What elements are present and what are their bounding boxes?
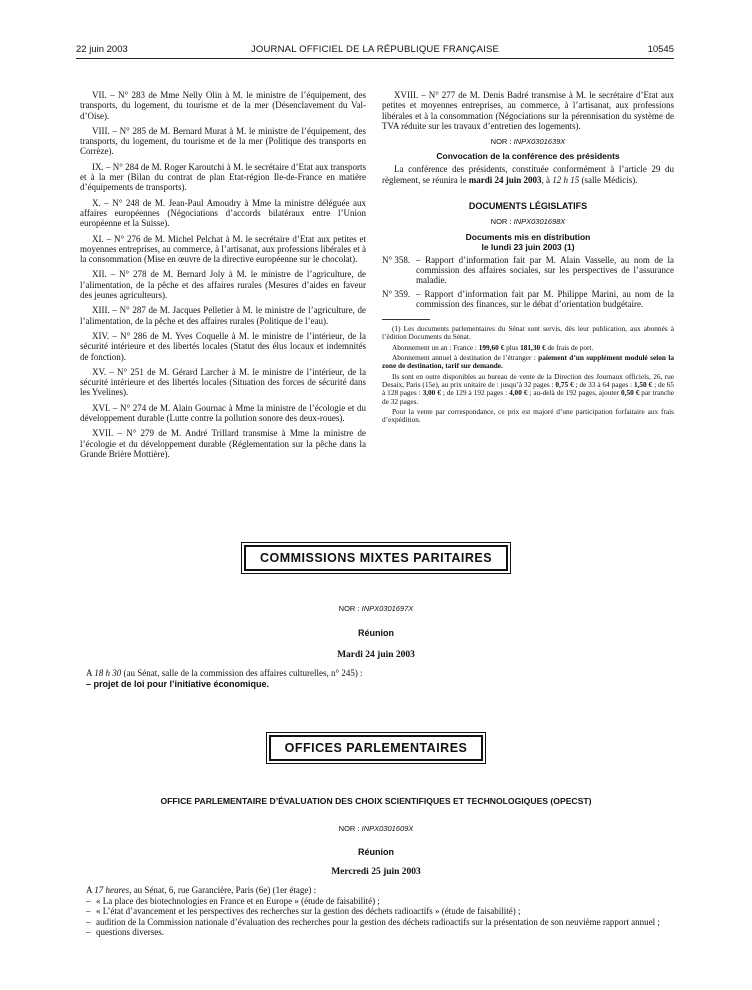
document-text: – Rapport d’information fait par M. Alain Vasselle, au nom de la commission des affaires sociales, sur les perspectives de l’assurance maladie. — [416, 254, 674, 286]
conference-text — [382, 164, 674, 185]
fn-bold-text: paiement d’un supplément modulé selon la zone de destination, tarif sur demande. — [382, 353, 674, 371]
question-item: VII. – N° 283 de Mme Nelly Olin à M. le ministre de l’équipement, des transports, du logement, du tourisme et de la mer (Désenclavement du Val-d’Oise). — [80, 90, 366, 121]
question-item: X. – N° 248 de M. Jean-Paul Amoudry à Mme la ministre déléguée aux affaires européennes (Négociations d’accords bilatéraux entre l’Union européenne et la Suisse). — [80, 197, 366, 229]
reunion-date: Mercredi 25 juin 2003 — [331, 867, 421, 877]
fn-price: 3,00 € — [422, 388, 441, 398]
fn-text: de frais de port. — [545, 342, 594, 352]
footnote — [382, 354, 674, 371]
fn-text: plus — [504, 342, 521, 352]
document-entry — [382, 289, 674, 310]
question-item: VIII. – N° 285 de M. Bernard Murat à M. le ministre de l’équipement, des transports, du logement, du tourisme et de la mer (Politique des transports en Corrèze). — [80, 125, 366, 157]
agenda-item — [86, 906, 674, 917]
agenda-item-text: « La place des biotechnologies en France et en Europe » (étude de faisabilité) ; — [96, 895, 380, 906]
header-rule — [76, 58, 674, 59]
right-column — [382, 90, 674, 426]
section-title-cmp: COMMISSIONS MIXTES PARITAIRES — [244, 545, 508, 571]
nor-reference — [382, 137, 674, 147]
nor-label: NOR : — [490, 217, 512, 227]
agenda-item — [86, 927, 674, 938]
opecst-agenda — [86, 885, 674, 938]
conference-text-a: La conférence des présidents, constituée conformément à l’article 29 du règlement, se réunira le — [382, 164, 674, 185]
fn-text: ; de 33 à 64 pages : — [573, 379, 634, 389]
nor-reference — [382, 217, 674, 227]
reunion-heading: Réunion — [358, 847, 394, 857]
nor-code: INPX0301639X — [513, 137, 566, 147]
page-number: 10545 — [647, 44, 674, 55]
conference-text-b: , à — [541, 174, 553, 185]
document-number: N° 359. — [382, 288, 411, 299]
agenda-text: , au Sénat, 6, rue Garancière, Paris (6e) (1er étage) : — [129, 885, 317, 895]
fn-text: ; au-delà de 192 pages, ajouter — [527, 388, 621, 398]
nor-reference — [0, 824, 752, 833]
question-item: XVI. – N° 274 de M. Alain Gournac à Mme la ministre de l’écologie et du développement durable (Lutte contre la pollution sonore des deux-roues). — [80, 402, 366, 424]
section-box-offices — [0, 735, 752, 761]
agenda-item-text: « L’état d’avancement et les perspectives des recherches sur la gestion des déchets radioactifs » (étude de faisabilité) ; — [96, 906, 521, 916]
nor-reference — [0, 604, 752, 613]
document-number: N° 358. — [382, 254, 411, 265]
documents-subheading-line2: le lundi 23 juin 2003 (1) — [481, 241, 575, 252]
fn-text: ; de 129 à 192 pages : — [440, 388, 510, 398]
question-item: XVIII. – N° 277 de M. Denis Badré transmise à M. le secrétaire d’Etat aux petites et moyennes entreprises, au commerce, à l’artisanat, aux professions libérales et à la consommation (Négociations sur la pérennisation du système de TVA réduite sur les travaux d’entretien des logements). — [382, 90, 674, 131]
dash-glyph: – — [86, 906, 91, 916]
footnote: Pour la vente par correspondance, ce prix est majoré d’une participation forfaitaire aux frais d’expédition. — [382, 406, 674, 425]
nor-label: NOR : — [338, 824, 360, 833]
footnote — [382, 344, 674, 352]
dash-glyph: – — [86, 895, 91, 906]
agenda-intro — [86, 668, 674, 679]
question-item: XVII. – N° 279 de M. André Trillard transmise à Mme la ministre de l’écologie et du développement durable (Réglementation sur la pêche dans la Grande Brière Mottière). — [80, 428, 366, 459]
footnote — [382, 373, 674, 406]
reunion-heading: Réunion — [358, 628, 394, 638]
agenda-item — [86, 896, 674, 907]
documents-heading: DOCUMENTS LÉGISLATIFS — [468, 201, 588, 212]
fn-price: 1,50 € — [633, 379, 653, 389]
header-date: 22 juin 2003 — [76, 44, 128, 55]
section-box-cmp — [0, 545, 752, 571]
fn-text: Abonnement un an : France : — [392, 342, 479, 352]
conference-text-c: (salle Médicis). — [579, 174, 638, 185]
fn-text: Ils sont en outre disponibles au bureau de vente de la Direction des Journaux officiels, 26, rue Desaix, Paris (15e), au prix unitaire de : jusqu’à 32 pages : — [382, 371, 674, 389]
fn-price: 0,75 € — [555, 379, 574, 389]
question-item: XV. – N° 251 de M. Gérard Larcher à M. le ministre de l’intérieur, de la sécurité intérieure et des libertés locales (Situation des forces de sécurité dans les Yvelines). — [80, 366, 366, 398]
document-text: – Rapport d’information fait par M. Philippe Marini, au nom de la commission des finances, sur le débat d’orientation budgétaire. — [416, 288, 674, 309]
agenda-text: A — [86, 668, 95, 678]
documents-subheading — [382, 232, 674, 252]
document-entry — [382, 255, 674, 286]
dash-glyph: – — [86, 916, 91, 927]
question-item: IX. – N° 284 de M. Roger Karoutchi à M. le secrétaire d’Etat aux transports et à la mer (Bilan du contrat de plan Etat-région Ile-de-France en matière d’équipements de transports). — [80, 161, 366, 193]
documents-subheading-line1: Documents mis en distribution — [465, 231, 591, 242]
nor-label: NOR : — [490, 137, 512, 147]
agenda-item: – projet de loi pour l’initiative économique. — [86, 678, 270, 689]
nor-code: INPX0301698X — [513, 217, 566, 227]
fn-price: 199,60 € — [478, 342, 505, 352]
nor-code: INPX0301697X — [361, 604, 414, 613]
section-title-offices: OFFICES PARLEMENTAIRES — [269, 735, 484, 761]
fn-text: Abonnement annuel à destination de l’étranger : — [392, 353, 539, 363]
agenda-intro — [86, 885, 674, 896]
fn-text: ; de 65 à 128 pages : — [382, 379, 674, 398]
agenda-item-text: questions diverses. — [96, 927, 164, 937]
fn-text: par tranche de 32 pages. — [382, 388, 675, 406]
question-item: XI. – N° 276 de M. Michel Pelchat à M. le secrétaire d’Etat aux petites et moyennes entreprises, au commerce, à l’artisanat, aux professions libérales et à la consommation (Mise en œuvre de la directive européenne sur le chocolat). — [80, 233, 366, 265]
question-item: XIII. – N° 287 de M. Jacques Pelletier à M. le ministre de l’agriculture, de l’alimentation, de la pêche et des affaires rurales (Politique de l’eau). — [80, 305, 366, 326]
nor-label: NOR : — [338, 604, 360, 613]
reunion-date: Mardi 24 juin 2003 — [337, 650, 415, 660]
question-item: XII. – N° 278 de M. Bernard Joly à M. le ministre de l’agriculture, de l’alimentation, de la pêche et des affaires rurales (Mesures d’aides en faveur des jeunes agriculteurs). — [80, 269, 366, 301]
cmp-agenda — [86, 668, 674, 689]
fn-price: 0,50 € — [621, 388, 640, 398]
agenda-time: 17 heures — [94, 885, 130, 895]
page-header — [76, 44, 674, 58]
journal-title: JOURNAL OFFICIEL DE LA RÉPUBLIQUE FRANÇAISE — [250, 44, 500, 55]
conference-title: Convocation de la conférence des présidents — [436, 151, 620, 162]
agenda-text: A — [86, 885, 95, 895]
agenda-item — [86, 917, 674, 928]
nor-code: INPX0301609X — [361, 824, 414, 833]
agenda-text: (au Sénat, salle de la commission des affaires culturelles, n° 245) : — [121, 668, 363, 678]
agenda-item-text: audition de la Commission nationale d’évaluation des recherches pour la gestion des déchets radioactifs sur la présentation de son neuvième rapport annuel ; — [96, 916, 660, 927]
conference-time: 12 h 15 — [552, 174, 580, 185]
fn-price: 4,00 € — [509, 388, 528, 398]
dash-glyph: – — [86, 927, 91, 937]
footnote-rule — [382, 319, 430, 320]
footnote: (1) Les documents parlementaires du Sénat sont servis, dès leur publication, aux abonnés à l’édition Documents du Sénat. — [382, 324, 674, 342]
left-column — [80, 90, 366, 464]
fn-price: 181,30 € — [520, 342, 546, 352]
office-title: OFFICE PARLEMENTAIRE D’ÉVALUATION DES CHOIX SCIENTIFIQUES ET TECHNOLOGIQUES (OPECST) — [160, 796, 592, 806]
conference-date: mardi 24 juin 2003 — [468, 174, 542, 185]
question-item: XIV. – N° 286 de M. Yves Coquelle à M. le ministre de l’intérieur, de la sécurité intérieure et des libertés locales (Statut des élus locaux et indemnités de fonction). — [80, 330, 366, 362]
agenda-time: 18 h 30 — [94, 668, 122, 678]
